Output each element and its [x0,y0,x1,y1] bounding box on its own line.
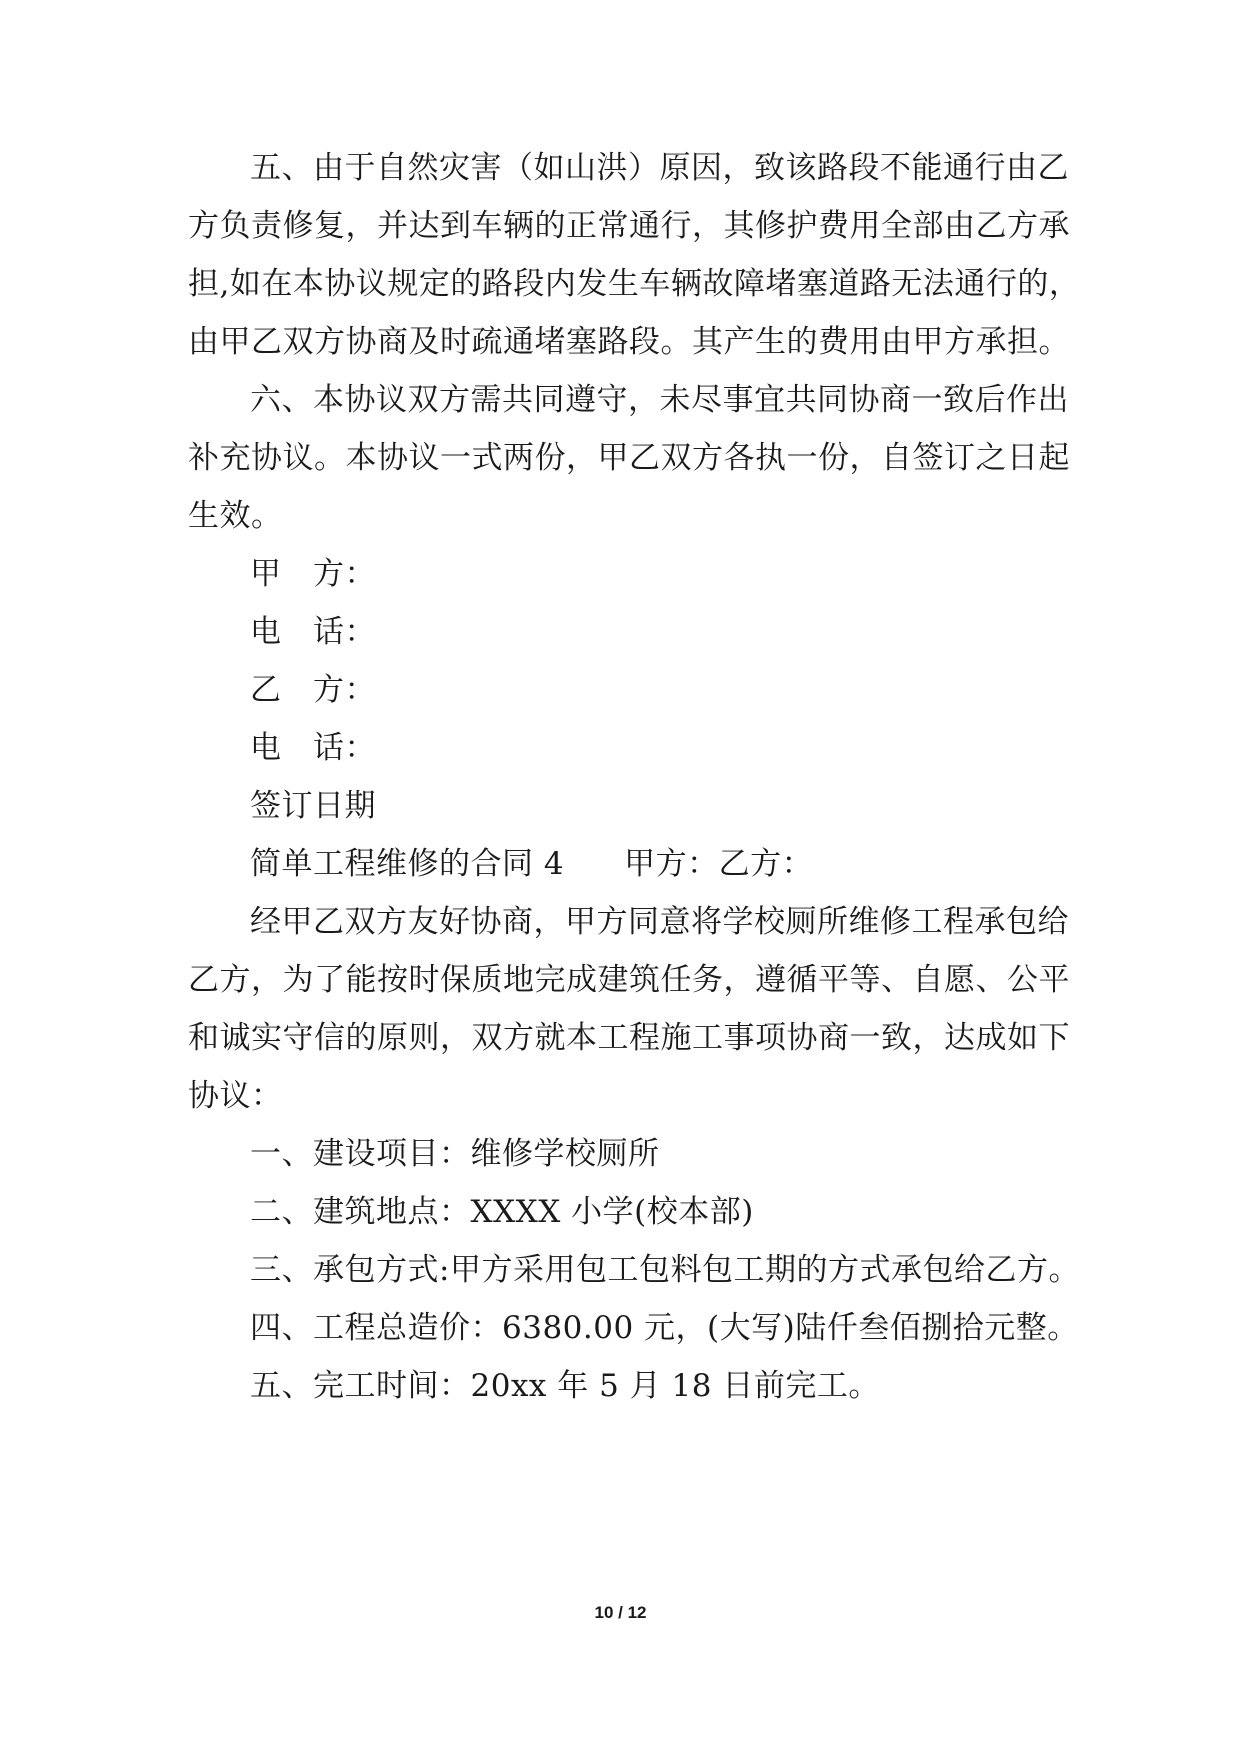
intro-line-1: 经甲乙双方友好协商，甲方同意将学校厕所维修工程承包给 [250,904,1069,940]
paragraph-5-line-4: 由甲乙双方协商及时疏通堵塞路段。其产生的费用由甲方承担。 [188,324,1070,360]
paragraph-6-line-3: 生效。 [188,498,283,534]
party-a-label: 甲 方： [250,556,376,592]
party-b-phone-label: 电 话： [250,730,376,766]
clause-3: 三、承包方式:甲方采用包工包料包工期的方式承包给乙方。 [250,1252,1080,1288]
party-b-label: 乙 方： [250,672,376,708]
intro-line-2: 乙方，为了能按时保质地完成建筑任务，遵循平等、自愿、公平 [188,962,1070,998]
paragraph-5-line-3: 担,如在本协议规定的路段内发生车辆故障堵塞道路无法通行的， [188,266,1081,302]
paragraph-6-line-1: 六、本协议双方需共同遵守，未尽事宜共同协商一致后作出 [250,382,1069,418]
clause-1: 一、建设项目：维修学校厕所 [250,1136,660,1172]
party-a-phone-label: 电 话： [250,614,376,650]
clause-4: 四、工程总造价：6380.00 元，(大写)陆仟叁佰捌拾元整。 [250,1310,1079,1346]
contract-title: 简单工程维修的合同 4 [250,846,565,882]
clause-5: 五、完工时间：20xx 年 5 月 18 日前完工。 [250,1368,880,1404]
paragraph-5-line-1: 五、由于自然灾害（如山洪）原因，致该路段不能通行由乙 [250,150,1069,186]
page-number: 10 / 12 [594,1603,647,1622]
intro-line-4: 协议： [188,1078,283,1114]
clause-2: 二、建筑地点：XXXX 小学(校本部) [250,1194,754,1230]
signing-date-label: 签订日期 [250,788,376,824]
paragraph-5-line-2: 方负责修复，并达到车辆的正常通行，其修护费用全部由乙方承 [188,208,1070,244]
contract-parties: 甲方：乙方： [624,846,814,882]
contract-heading-line [250,844,813,884]
intro-line-3: 和诚实守信的原则，双方就本工程施工事项协商一致，达成如下 [188,1020,1070,1056]
paragraph-6-line-2: 补充协议。本协议一式两份，甲乙双方各执一份，自签订之日起 [188,440,1070,476]
